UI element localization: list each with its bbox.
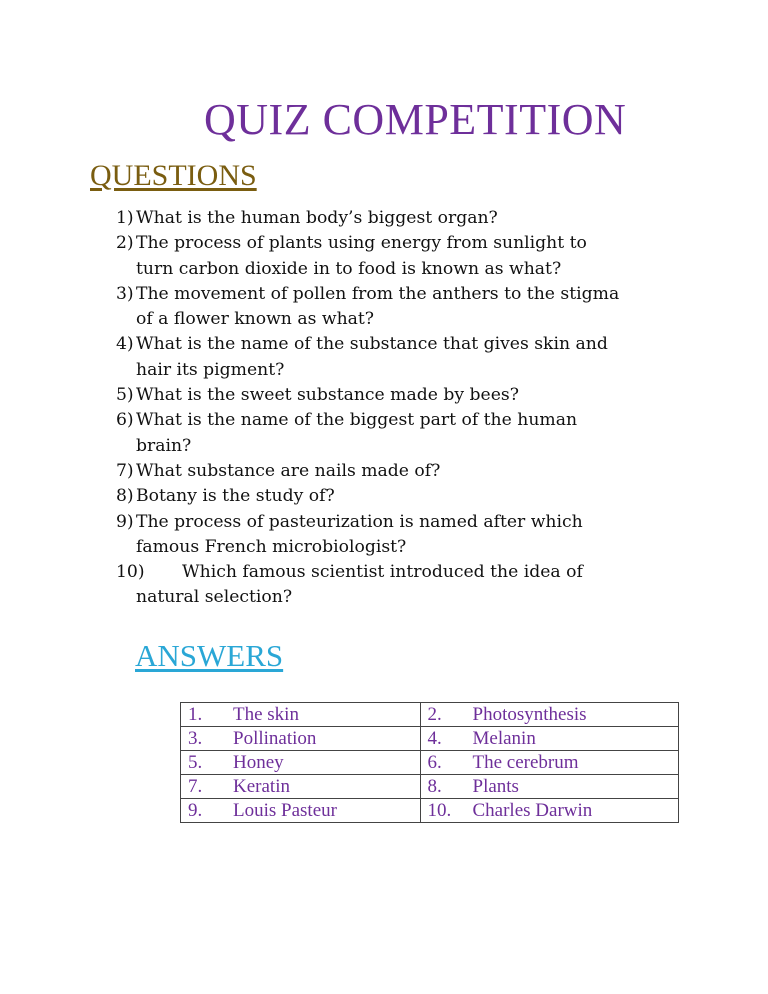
answer-cell (181, 799, 421, 823)
question-line: The process of pasteurization is named after which (136, 511, 583, 532)
question-line: natural selection? (136, 587, 293, 608)
answer-number: 10. (427, 800, 452, 821)
question-number: 3) (116, 283, 134, 304)
answer-number: 2. (427, 704, 442, 725)
question-item (116, 560, 716, 611)
answer-cell (181, 703, 421, 727)
answer-text: The cerebrum (472, 752, 579, 773)
question-number: 4) (116, 334, 134, 355)
question-number: 5) (116, 385, 134, 406)
question-line: famous French microbiologist? (136, 536, 407, 557)
question-text (136, 332, 608, 383)
answer-text: Photosynthesis (472, 704, 587, 725)
answer-number: 3. (188, 728, 203, 749)
question-line: Which famous scientist introduced the idea of (182, 562, 583, 583)
question-text (136, 408, 577, 459)
question-line: of a flower known as what? (136, 309, 375, 330)
answer-cell (181, 727, 421, 751)
table-row (181, 727, 679, 751)
question-line: turn carbon dioxide in to food is known as what? (136, 258, 562, 279)
question-number: 9) (116, 511, 134, 532)
answer-number: 8. (427, 776, 442, 797)
question-item (116, 383, 716, 408)
answer-text: Honey (233, 752, 284, 773)
question-line: The movement of pollen from the anthers to the stigma (136, 283, 620, 304)
question-text (136, 383, 519, 408)
question-item (116, 408, 716, 459)
table-row (181, 751, 679, 775)
question-number: 8) (116, 486, 134, 507)
question-text (136, 510, 583, 561)
question-text (136, 459, 440, 484)
answer-text: Pollination (233, 728, 317, 749)
answer-text: Melanin (472, 728, 536, 749)
question-line: brain? (136, 435, 192, 456)
question-number: 6) (116, 410, 134, 431)
answer-text: The skin (233, 704, 299, 725)
question-text (136, 231, 587, 282)
answers-heading: ANSWERS (135, 638, 284, 673)
answer-number: 6. (427, 752, 442, 773)
question-line: What is the name of the substance that gives skin and (136, 334, 608, 355)
answer-cell (181, 751, 421, 775)
question-line: What substance are nails made of? (136, 460, 441, 481)
table-row (181, 703, 679, 727)
question-number: 2) (116, 233, 134, 254)
question-line: What is the human body’s biggest organ? (136, 208, 498, 228)
question-text (136, 484, 335, 509)
table-row (181, 799, 679, 823)
question-line: What is the sweet substance made by bees? (136, 385, 519, 406)
question-line: The process of plants using energy from sunlight to (136, 233, 587, 254)
question-number: 10) (116, 562, 145, 583)
answer-number: 9. (188, 800, 203, 821)
answer-text: Plants (472, 776, 519, 797)
question-line: What is the name of the biggest part of the human (136, 410, 578, 431)
question-item (116, 332, 716, 383)
question-item (116, 484, 716, 509)
answer-text: Keratin (233, 776, 290, 797)
answer-cell (420, 751, 679, 775)
question-text (136, 282, 619, 333)
answer-text: Louis Pasteur (233, 800, 337, 821)
question-number: 7) (116, 460, 134, 481)
question-number: 1) (116, 208, 134, 228)
answer-number: 1. (188, 704, 203, 725)
questions-heading: QUESTIONS (90, 159, 257, 192)
question-text (136, 206, 498, 231)
answer-number: 5. (188, 752, 203, 773)
answer-cell (420, 727, 679, 751)
answers-table (180, 702, 679, 823)
question-item (116, 510, 716, 561)
answer-cell (420, 775, 679, 799)
question-line: hair its pigment? (136, 359, 285, 380)
answer-cell (420, 799, 679, 823)
answer-number: 7. (188, 776, 203, 797)
answer-number: 4. (427, 728, 442, 749)
answer-cell (420, 703, 679, 727)
answer-text: Charles Darwin (472, 800, 593, 821)
question-line: Botany is the study of? (136, 486, 335, 507)
question-item (116, 231, 716, 282)
table-row (181, 775, 679, 799)
question-item (116, 282, 716, 333)
question-item (116, 459, 716, 484)
questions-list (116, 206, 716, 611)
answer-cell (181, 775, 421, 799)
question-item (116, 206, 716, 231)
page-title: QUIZ COMPETITION (204, 95, 627, 144)
